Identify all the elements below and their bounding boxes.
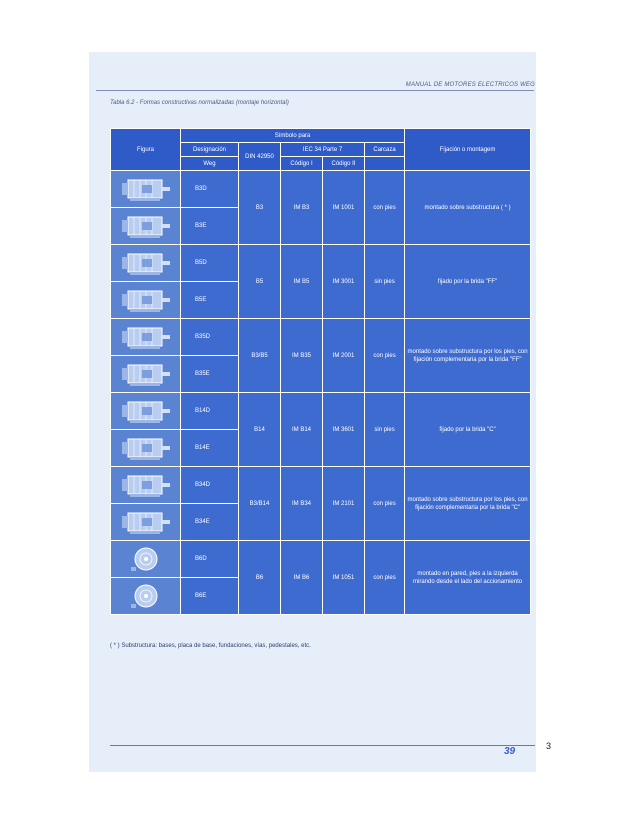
edge-mark: 3 [546,741,552,751]
iec-code-1-cell: IM B5 [281,245,323,319]
header-carcaza-blank [365,157,405,171]
iec-code-1-cell: IM B34 [281,467,323,541]
iec-code-1-cell: IM B35 [281,319,323,393]
motor-figure [111,356,181,393]
designation-e: B14E [181,430,239,467]
designation-e: B5E [181,282,239,319]
motor-figure [111,208,181,245]
iec-code-2-cell: IM 1001 [323,171,365,245]
iec-code-1-cell: IM B14 [281,393,323,467]
header-weg: Weg [181,157,239,171]
carcaza-cell: con pies [365,541,405,615]
header-din: DIN 42950 [239,143,281,171]
header-codigo-2: Código II [323,157,365,171]
din-cell: B5 [239,245,281,319]
din-cell: B3/B14 [239,467,281,541]
table-row [111,393,531,430]
designation-e: B3E [181,208,239,245]
running-header: MANUAL DE MOTORES ELECTRICOS WEG [405,82,535,88]
table-row [111,467,531,504]
header-iec: IEC 34 Parte 7 [281,143,365,157]
table-row [111,319,531,356]
designation-d: B6D [181,541,239,578]
fijacion-cell: montado sobre substructura por los pies, con fijación complementaria por la brida "FF" [405,319,531,393]
designation-d: B14D [181,393,239,430]
header-fijacion: Fijación o montagem [405,129,531,171]
carcaza-cell: con pies [365,319,405,393]
bottom-rule [110,745,535,746]
fijacion-cell: montado sobre substructura por los pies, con fijación complementaria por la brida "C" [405,467,531,541]
table-row [111,541,531,578]
fijacion-cell: montado en pared, pies a la izquierda mirando desde el lado del accionamiento [405,541,531,615]
carcaza-cell: con pies [365,467,405,541]
motor-figure [111,393,181,430]
iec-code-2-cell: IM 2001 [323,319,365,393]
iec-code-2-cell: IM 3001 [323,245,365,319]
table-row [111,245,531,282]
designation-e: B6E [181,578,239,615]
din-cell: B3/B5 [239,319,281,393]
page-number: 39 [504,746,516,757]
iec-code-1-cell: IM B6 [281,541,323,615]
carcaza-cell: sin pies [365,393,405,467]
designation-d: B35D [181,319,239,356]
header-simbolo: Símbolo para [181,129,405,143]
motor-figure [111,171,181,208]
din-cell: B14 [239,393,281,467]
designation-e: B34E [181,504,239,541]
header-codigo-1: Código I [281,157,323,171]
iec-code-2-cell: IM 2101 [323,467,365,541]
iec-code-2-cell: IM 1051 [323,541,365,615]
motor-figure [111,245,181,282]
header-figura: Figura [111,129,181,171]
footnote: ( * ) Substructura: bases, placa de base, fundaciones, vías, pedestales, etc. [110,643,311,649]
fijacion-cell: montado sobre substructura ( * ) [405,171,531,245]
designation-d: B3D [181,171,239,208]
table-caption: Tabla 6.2 - Formas constructivas normalizadas (montaje horizontal) [110,100,289,106]
motor-figure [111,467,181,504]
din-cell: B3 [239,171,281,245]
motor-figure [111,282,181,319]
designation-d: B5D [181,245,239,282]
fijacion-cell: fijado por la brida "FF" [405,245,531,319]
designation-d: B34D [181,467,239,504]
iec-code-1-cell: IM B3 [281,171,323,245]
header-designacion: Designación [181,143,239,157]
iec-code-2-cell: IM 3601 [323,393,365,467]
designation-e: B35E [181,356,239,393]
constructive-forms-table [110,128,531,615]
header-rule [96,90,534,91]
motor-figure [111,504,181,541]
fijacion-cell: fijado por la brida "C" [405,393,531,467]
table-row [111,171,531,208]
header-carcaza: Carcaza [365,143,405,157]
din-cell: B6 [239,541,281,615]
carcaza-cell: sin pies [365,245,405,319]
carcaza-cell: con pies [365,171,405,245]
motor-figure [111,578,181,615]
motor-figure [111,430,181,467]
motor-figure [111,319,181,356]
motor-figure [111,541,181,578]
